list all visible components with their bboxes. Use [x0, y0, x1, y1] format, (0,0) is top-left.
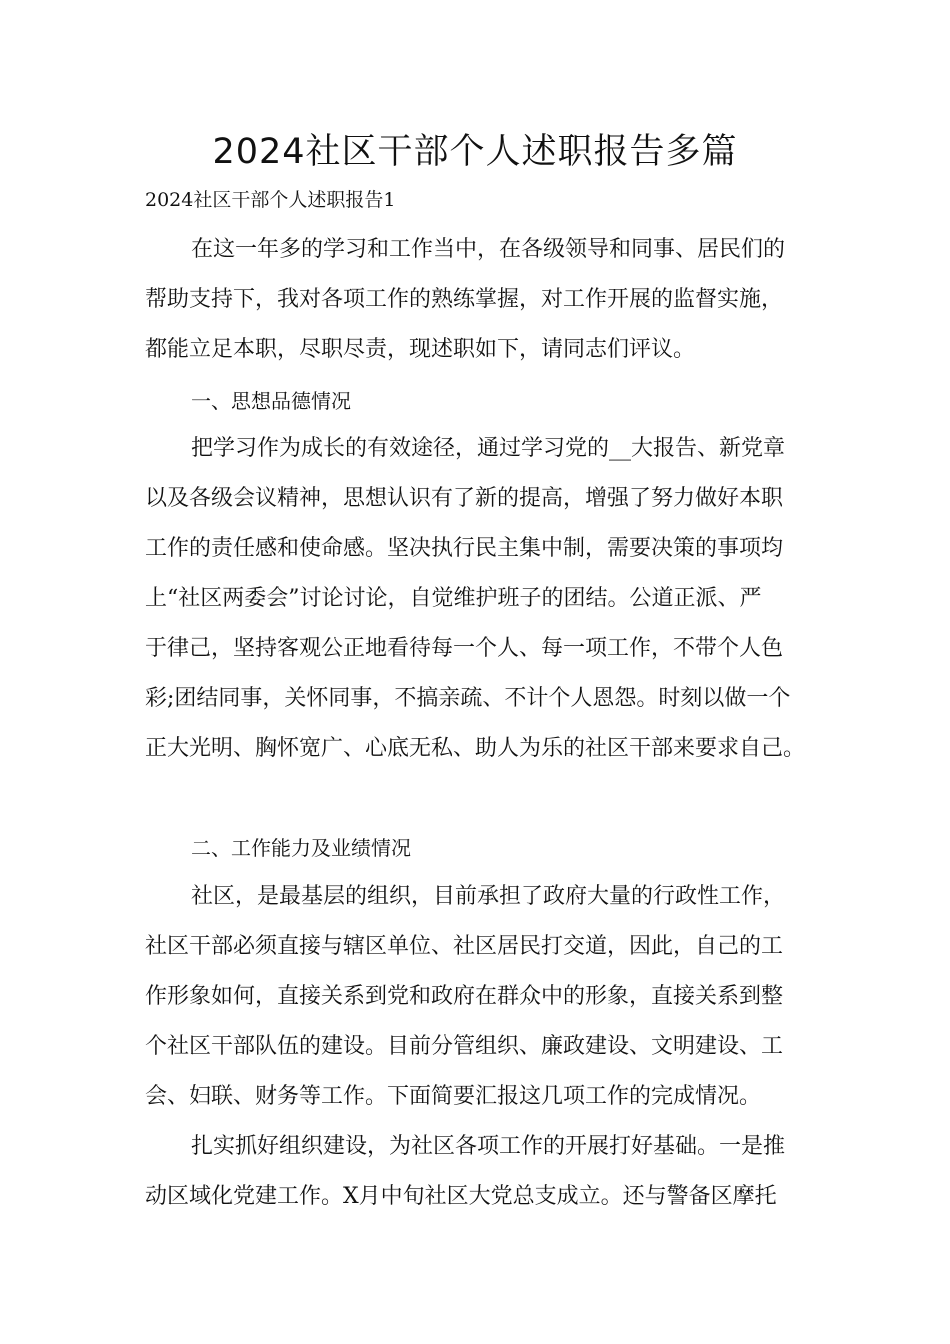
paragraph-line: 于律己，坚持客观公正地看待每一个人、每一项工作，不带个人色 [145, 636, 784, 661]
paragraph-line: 以及各级会议精神，思想认识有了新的提高，增强了努力做好本职 [145, 486, 784, 511]
paragraph-line: 个社区干部队伍的建设。目前分管组织、廉政建设、文明建设、工 [145, 1034, 784, 1059]
paragraph-line: 会、妇联、财务等工作。下面简要汇报这几项工作的完成情况。 [145, 1084, 762, 1109]
paragraph-line: 彩;团结同事，关怀同事，不搞亲疏、不计个人恩怨。时刻以做一个 [145, 686, 791, 711]
paragraph-line: 在这一年多的学习和工作当中，在各级领导和同事、居民们的 [191, 237, 786, 262]
document-title: 2024社区干部个人述职报告多篇 [212, 132, 738, 172]
paragraph-line: 工作的责任感和使命感。坚决执行民主集中制，需要决策的事项均 [145, 536, 784, 561]
section-heading-1: 一、思想品德情况 [191, 389, 351, 413]
paragraph-line: 社区，是最基层的组织，目前承担了政府大量的行政性工作， [191, 884, 786, 909]
paragraph-line: 上“社区两委会”讨论讨论，自觉维护班子的团结。公道正派、严 [145, 586, 762, 611]
paragraph-line: 扎实抓好组织建设，为社区各项工作的开展打好基础。一是推 [191, 1134, 786, 1159]
paragraph-line: 作形象如何，直接关系到党和政府在群众中的形象，直接关系到整 [145, 984, 784, 1009]
report-subtitle: 2024社区干部个人述职报告1 [145, 189, 396, 211]
paragraph-line: 社区干部必须直接与辖区单位、社区居民打交道，因此，自己的工 [145, 934, 784, 959]
paragraph-line: 把学习作为成长的有效途径，通过学习党的__大报告、新党章 [191, 436, 786, 461]
section-heading-2: 二、工作能力及业绩情况 [191, 836, 411, 860]
paragraph-line: 帮助支持下，我对各项工作的熟练掌握，对工作开展的监督实施， [145, 287, 784, 312]
paragraph-line: 都能立足本职，尽职尽责，现述职如下，请同志们评议。 [145, 337, 696, 362]
paragraph-line: 正大光明、胸怀宽广、心底无私、助人为乐的社区干部来要求自己。 [145, 736, 806, 761]
paragraph-line: 动区域化党建工作。X月中旬社区大党总支成立。还与警备区摩托 [145, 1184, 777, 1209]
